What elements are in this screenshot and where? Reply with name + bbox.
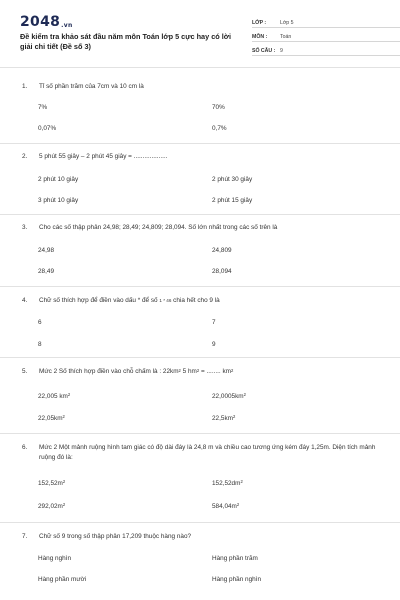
- divider: [0, 143, 400, 144]
- question-4: 4. Chữ số thích hợp để điền vào dấu * để số 1 * 46 chia hết cho 9 là: [22, 296, 380, 306]
- answer-option[interactable]: 24,809: [212, 247, 232, 254]
- answer-option[interactable]: 6: [38, 319, 42, 326]
- answer-option[interactable]: $22,5km^2$: [212, 414, 236, 422]
- document-header: [20, 14, 380, 56]
- answer-option[interactable]: Hàng phần trăm: [212, 555, 258, 562]
- question-2: 2. 5 phút 55 giây – 2 phút 45 giây = ...................: [22, 152, 380, 162]
- meta-subject: MÔN : Toán: [252, 30, 400, 42]
- divider: [0, 67, 400, 68]
- document-meta: [252, 16, 400, 58]
- answer-option[interactable]: $292,02m^2$: [38, 502, 66, 510]
- answer-option[interactable]: Hàng nghìn: [38, 555, 72, 562]
- answer-option[interactable]: $152,52m^2$: [38, 479, 66, 487]
- answer-option[interactable]: Hàng phần nghìn: [212, 576, 262, 583]
- divider: [0, 286, 400, 287]
- question-3: 3. Cho các số thập phân 24,98; 28,49; 24,809; 28,094. Số lớn nhất trong các số trên là: [22, 223, 380, 233]
- document-title: Đề kiểm tra khảo sát đầu năm môn Toán lớp 5 cực hay có lời giải chi tiết (Đề số 3): [20, 32, 231, 51]
- divider: [0, 357, 400, 358]
- question-text: Mức 2 Số thích hợp điền vào chỗ chấm là : $22km^2$ 5 $hm^2$ = ........ $km^2$: [39, 368, 234, 375]
- answer-option[interactable]: Hàng phần mười: [38, 576, 87, 583]
- question-1: 1. Tỉ số phần trăm của 7cm và 10 cm là: [22, 82, 380, 92]
- answer-option[interactable]: 7%: [38, 104, 48, 111]
- question-7: 7. Chữ số 9 trong số thập phân 17,209 thuộc hàng nào?: [22, 532, 380, 542]
- answer-option[interactable]: 2 phút 15 giây: [212, 197, 253, 204]
- divider: [0, 522, 400, 523]
- question-5: 5. Mức 2 Số thích hợp điền vào chỗ chấm là : $22km^2$ 5 $hm^2$ = ........ $km^2$: [22, 367, 380, 377]
- divider: [0, 433, 400, 434]
- answer-option[interactable]: 3 phút 10 giây: [38, 197, 79, 204]
- question-text: 5 phút 55 giây – 2 phút 45 giây = ...................: [39, 153, 168, 160]
- answer-option[interactable]: 9: [212, 341, 216, 348]
- answer-option[interactable]: 2 phút 30 giây: [212, 176, 253, 183]
- question-text: Chữ số thích hợp để điền vào dấu * để số 1 * 46 chia hết cho 9 là: [39, 297, 220, 304]
- meta-count: SỐ CÂU : 9: [252, 44, 400, 56]
- site-logo[interactable]: $2048_{.vn}$: [20, 14, 73, 30]
- question-6: 6. Mức 2 Một mảnh ruộng hình tam giác có độ dài đáy là 24,8 m và chiều cao tương ứng kém đáy 1,25m. Diện tích mảnh ruộng đó là:: [22, 443, 380, 462]
- answer-option[interactable]: 0,7%: [212, 125, 227, 132]
- answer-option[interactable]: 2 phút 10 giây: [38, 176, 79, 183]
- question-text: Cho các số thập phân 24,98; 28,49; 24,809; 28,094. Số lớn nhất trong các số trên là: [39, 224, 278, 231]
- answer-option[interactable]: $152,52dm^2$: [212, 479, 243, 487]
- answer-option[interactable]: $22,0005km^2$: [212, 392, 246, 400]
- answer-option[interactable]: 8: [38, 341, 42, 348]
- answer-option[interactable]: 24,98: [38, 247, 54, 254]
- divider: [0, 214, 400, 215]
- question-text: Tỉ số phần trăm của 7cm và 10 cm là: [39, 83, 144, 90]
- question-text: Mức 2 Một mảnh ruộng hình tam giác có độ dài đáy là 24,8 m và chiều cao tương ứng kém đáy 1,25m. Diện tích mảnh ruộng đó là:: [39, 444, 376, 461]
- answer-option[interactable]: 28,49: [38, 268, 54, 275]
- meta-grade: LỚP : Lớp 5: [252, 16, 400, 28]
- answer-option[interactable]: $584,04m^2$: [212, 502, 240, 510]
- answer-option[interactable]: 28,094: [212, 268, 232, 275]
- answer-option[interactable]: 22,005 $km^2$: [38, 392, 71, 400]
- answer-option[interactable]: 0,07%: [38, 125, 57, 132]
- answer-option[interactable]: 70%: [212, 104, 225, 111]
- answer-option[interactable]: 7: [212, 319, 216, 326]
- answer-option[interactable]: $22,05km^2$: [38, 414, 65, 422]
- question-text: Chữ số 9 trong số thập phân 17,209 thuộc hàng nào?: [39, 533, 192, 540]
